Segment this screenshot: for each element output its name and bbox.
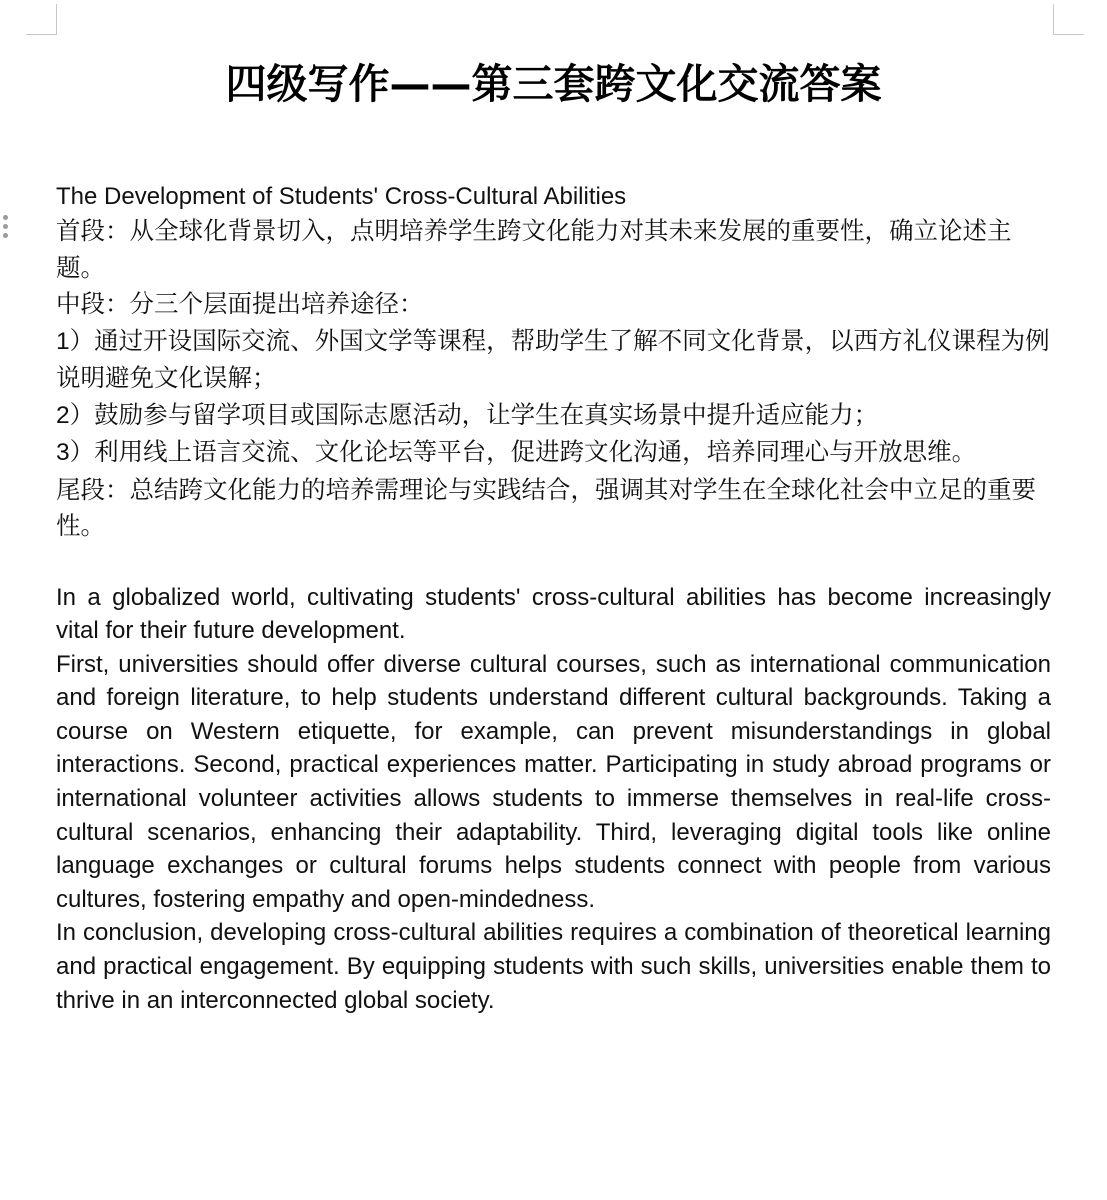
outline-point-2-number: 2） xyxy=(56,401,95,429)
document-body xyxy=(56,181,1051,1017)
drag-handle-dot xyxy=(3,224,8,229)
outline-conclusion: 尾段：总结跨文化能力的培养需理论与实践结合，强调其对学生在全球化社会中立足的重要性。 xyxy=(56,474,1036,540)
essay-title: The Development of Students' Cross-Cultural Abilities xyxy=(56,183,627,210)
outline-point-1-number: 1） xyxy=(56,327,95,355)
essay-section xyxy=(56,581,1051,1018)
essay-paragraph-conclusion: In conclusion, developing cross-cultural abilities requires a combination of theoretical learning and practical engagement. By equipping students with such skills, universities enable them to thrive in an interconnected global society. xyxy=(56,919,1051,1014)
outline-point-3-text: 利用线上语言交流、文化论坛等平台，促进跨文化沟通，培养同理心与开放思维。 xyxy=(94,437,977,466)
outline-point-1-text: 通过开设国际交流、外国文学等课程，帮助学生了解不同文化背景，以西方礼仪课程为例说明避免文化误解； xyxy=(56,325,1050,392)
outline-section xyxy=(56,213,1051,545)
outline-point-2-text: 鼓励参与留学项目或国际志愿活动，让学生在真实场景中提升适应能力； xyxy=(94,399,879,429)
outline-point-3 xyxy=(56,434,1051,472)
outline-intro: 首段：从全球化背景切入，点明培养学生跨文化能力对其未来发展的重要性，确立论述主题。 xyxy=(56,216,1012,282)
drag-handle-dot xyxy=(3,233,8,238)
page-corner-mark-top-left xyxy=(26,4,57,35)
essay-paragraph-body: First, universities should offer diverse cultural courses, such as international communication and foreign literature, to help students understand different cultural backgrounds. Taking a course on Western etiquette, for example, can prevent misunderstandings in global interactions. Second, practical experiences matter. Participating in study abroad programs or international volunteer activities allows students to immerse themselves in real-life cross-cultural scenarios, enhancing their adaptability. Third, leveraging digital tools like online language exchanges or cultural forums helps students connect with people from various cultures, fostering empathy and open-mindedness. xyxy=(56,650,1051,913)
drag-handle-dot xyxy=(3,215,8,220)
essay-paragraph-intro: In a globalized world, cultivating students' cross-cultural abilities has become increasingly vital for their future development. xyxy=(56,583,1051,645)
outline-point-1 xyxy=(56,323,1051,397)
page-title: 四级写作——第三套跨文化交流答案 xyxy=(225,60,882,108)
outline-point-3-number: 3） xyxy=(56,439,95,466)
outline-point-2 xyxy=(56,397,1051,435)
page-corner-mark-top-right xyxy=(1053,4,1084,35)
drag-handle-icon[interactable] xyxy=(0,215,10,245)
outline-middle-heading: 中段：分三个层面提出培养途径： xyxy=(56,289,424,318)
